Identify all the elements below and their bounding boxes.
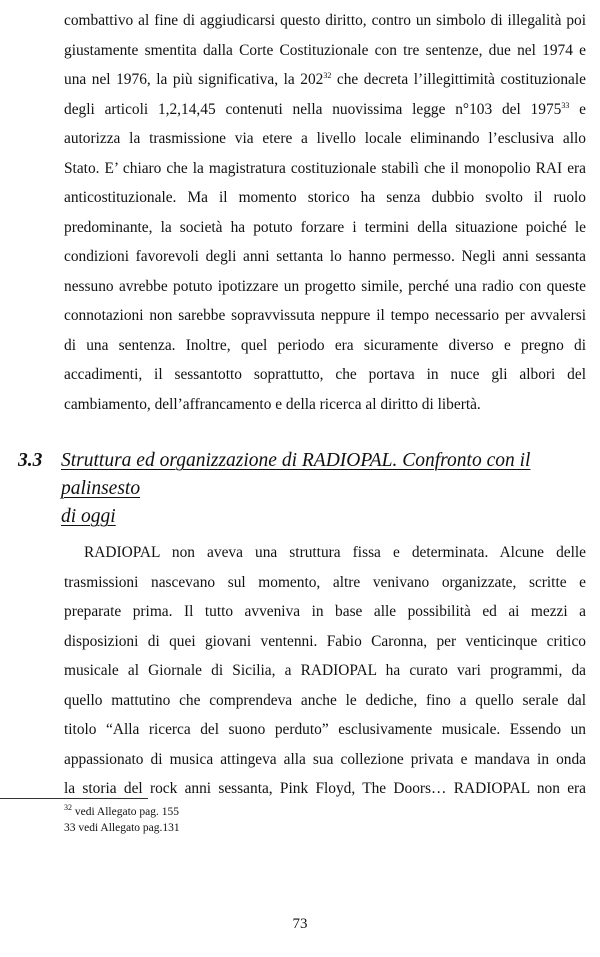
section-title-line: di oggi — [61, 506, 116, 527]
text-line: disposizioni di quei giovani ventenni. Fabio Caronna, per venticinque critico — [64, 632, 586, 650]
text-line: RADIOPAL non aveva una struttura fissa e determinata. Alcune delle — [84, 544, 586, 561]
text-line: preparate prima. Il tutto avveniva in base alle possibilità ed ai mezzi a — [64, 603, 586, 620]
text-line: combattivo al fine di aggiudicarsi questo diritto, contro un simbolo di illegalità poi — [64, 12, 586, 29]
text-fragment: che decreta l’illegittimità costituzionale — [336, 71, 586, 88]
text-line: predominante, la società ha potuto forzare i termini della situazione poiché le — [64, 218, 586, 236]
text-line: Stato. E’ chiaro che la magistratura costituzionale stabilì che il monopolio RAI era — [64, 159, 586, 177]
body-paragraph-continued — [64, 6, 586, 419]
text-line: appassionato di musica attingeva alla sua collezione privata e mandava in onda — [64, 750, 586, 768]
section-number: 3.3 — [18, 450, 43, 471]
footnote-33 — [64, 821, 180, 835]
text-line: condizioni favorevoli degli anni settanta lo hanno permesso. Negli anni sessanta — [64, 248, 586, 265]
section-heading — [18, 447, 588, 531]
footnote-text: vedi Allegato pag.131 — [75, 822, 180, 834]
text-line: quello mattutino che comprendeva anche le dediche, fino a quello serale dal — [64, 691, 586, 709]
text-line: accadimenti, il sessantotto soprattutto, che portava in nuce gli albori del — [64, 366, 586, 383]
footnote-number: 32 — [64, 803, 72, 813]
text-line: anticostituzionale. Ma il momento storico ha senza dubbio svolto il ruolo — [64, 189, 586, 206]
footnote-reference-32: 32 — [323, 70, 332, 80]
text-line: nessuno avrebbe potuto ipotizzare un progetto simile, perché una radio con queste — [64, 277, 586, 295]
text-fragment: degli articoli 1,2,14,45 contenuti nella nuovissima legge n°103 del 1975 — [64, 100, 562, 118]
text-line: titolo “Alla ricerca del suono perduto” esclusivamente musicale. Essendo un — [64, 721, 586, 738]
text-fragment: una nel 1976, la più significativa, la 202 — [64, 71, 324, 88]
footnote-reference-33: 33 — [561, 100, 570, 110]
section-title-line: Struttura ed organizzazione di RADIOPAL. Confronto con il palinsesto — [61, 450, 531, 499]
footnote-text: vedi Allegato pag. 155 — [72, 806, 179, 818]
text-line: cambiamento, dell’affrancamento e della ricerca al diritto di libertà. — [64, 395, 481, 413]
footnote-separator — [0, 798, 148, 799]
text-fragment: e — [579, 100, 586, 118]
footnote-number: 33 — [64, 822, 76, 834]
text-line: giustamente smentita dalla Corte Costituzionale con tre sentenze, due nel 1974 e — [64, 41, 586, 59]
text-line: autorizza la trasmissione via etere a livello locale eliminando l’esclusiva allo — [64, 130, 586, 147]
text-line: la storia del rock anni sessanta, Pink Floyd, The Doors… RADIOPAL non era — [64, 780, 586, 797]
text-line: trasmissioni nascevano sul momento, altre venivano organizzate, scritte e — [64, 573, 586, 591]
text-line: musicale al Giornale di Sicilia, a RADIOPAL ha curato vari programmi, da — [64, 662, 586, 679]
text-line: connotazioni non sarebbe sopravvissuta neppure il tempo necessario per avvalersi — [64, 307, 586, 324]
text-line — [64, 65, 586, 95]
page-number: 73 — [292, 916, 308, 932]
body-paragraph — [64, 538, 586, 804]
text-line — [64, 95, 586, 125]
text-line: di una sentenza. Inoltre, quel periodo era sicuramente diverso e pregno di — [64, 336, 586, 354]
footnote-32 — [64, 805, 179, 819]
